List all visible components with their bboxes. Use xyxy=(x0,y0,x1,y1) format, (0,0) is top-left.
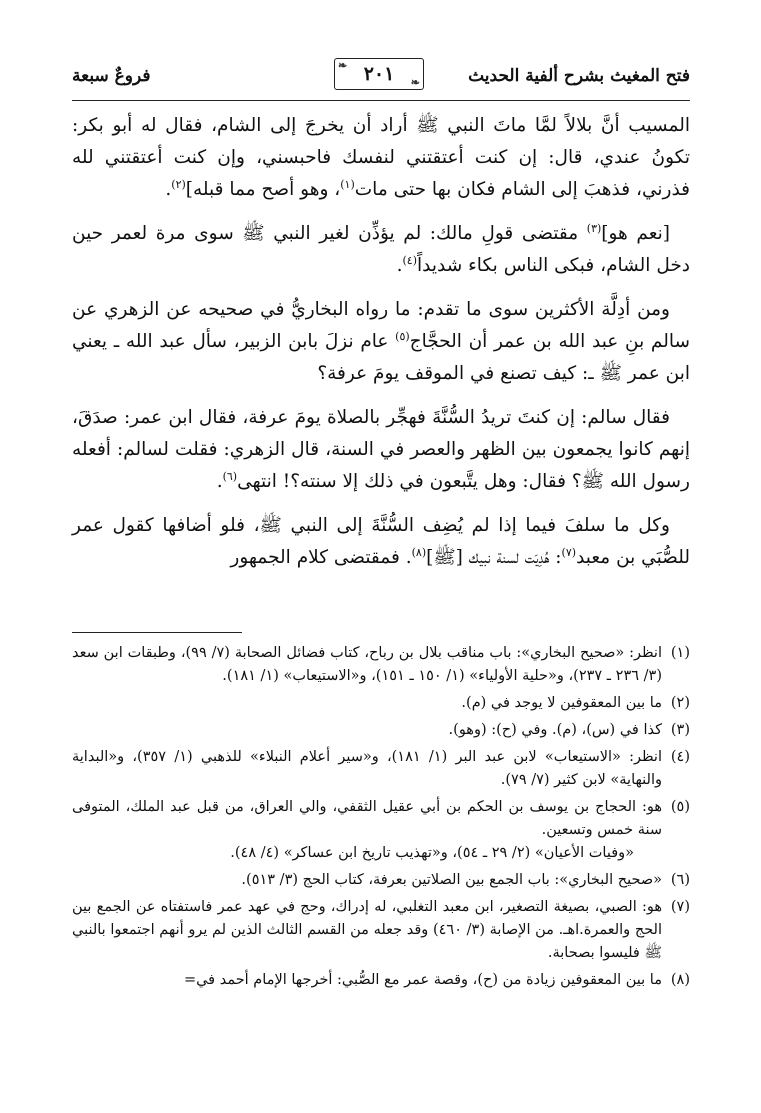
section-title: فروعٌ سبعة xyxy=(72,66,151,86)
ornament-icon: ❧ xyxy=(410,76,420,89)
footnote-text: ما بين المعقوفين لا يوجد في (م). xyxy=(461,695,662,711)
footnote-text: انظر: «الاستيعاب» لابن عبد البر (١/ ١٨١)، و«سير أعلام النبلاء» للذهبي (١/ ٣٥٧)، و«البداية والنهاية» لابن كثير (٧/ ٧٩). xyxy=(72,749,662,788)
footnote-number: (٦) xyxy=(670,872,690,888)
footnote-text: كذا في (س)، (م). وفي (ح): (وهو). xyxy=(448,722,662,738)
footnote-continuation: «وفيات الأعيان» (٢/ ٢٩ ـ ٥٤)، و«تهذيب تاريخ ابن عساكر» (٤/ ٤٨). xyxy=(230,845,634,861)
footnote-number: (٨) xyxy=(670,972,690,988)
footnote-number: (٣) xyxy=(670,722,690,738)
footnote xyxy=(72,969,690,992)
footnote xyxy=(72,896,690,965)
footnote xyxy=(72,692,690,715)
footnotes xyxy=(72,642,690,996)
footnote-number: (٤) xyxy=(670,749,690,765)
footnote xyxy=(72,642,690,688)
footnote xyxy=(72,796,690,865)
book-title: فتح المغيث بشرح ألفية الحديث xyxy=(468,66,690,86)
paragraph: فقال سالم: إن كنتَ تريدُ السُّنَّةَ فهجِّر بالصلاة يومَ عرفة، فقال ابن عمر: صدَقَ، إنهم كانوا يجمعون بين الظهر والعصر في السنة، قال الزهري: فقلت لسالم: أفعله رسول الله ﷺ؟ فقال: وهل يتَّبعون في ذلك إلا سنته؟! انتهى$^{(٦)}$. xyxy=(72,407,690,492)
header-divider xyxy=(72,100,690,101)
footnote-number: (١) xyxy=(670,645,690,661)
footnote-number: (٥) xyxy=(670,799,690,815)
paragraph: وكل ما سلفَ فيما إذا لم يُضِف السُّنَّةَ إلى النبي ﷺ، فلو أضافها كقول عمر للصُّبَي بن معبد$^{(٧)}$: هُدِيَت لسنة نبيك [ﷺ]$^{(٨)}$. فمقتضى كلام الجمهور xyxy=(72,515,690,568)
footnote-number: (٢) xyxy=(670,695,690,711)
footnote-text: انظر: «صحيح البخاري»: باب مناقب بلال بن رباح، كتاب فضائل الصحابة (٧/ ٩٩)، وطبقات ابن سعد (٣/ ٢٣٦ ـ ٢٣٧)، و«حلية الأولياء» (١/ ١٥٠ ـ ١٥١)، و«الاستيعاب» (١/ ١٨١). xyxy=(72,645,662,684)
footnote xyxy=(72,719,690,742)
footnote-text: هو: الحجاج بن يوسف بن الحكم بن أبي عقيل الثقفي، والي العراق، من قبل عبد الملك، المتوفى سنة خمس وتسعين. «وفيات الأعيان» (٢/ ٢٩ ـ ٥٤)، و«تهذيب تاريخ ابن عساكر» (٤/ ٤٨). xyxy=(72,796,662,865)
footnote-text: ما بين المعقوفين زيادة من (ح)، وقصة عمر مع الصُّبي: أخرجها الإمام أحمد في= xyxy=(183,972,662,988)
paragraph: المسيب أنَّ بلالاً لمَّا ماتَ النبي ﷺ أراد أن يخرجَ إلى الشام، فقال له أبو بكر: تكونُ عندي، قال: إن كنت أعتقتني لنفسك فاحبسني، وإن كنت أعتقتني لله فذرني، فذهبَ إلى الشام فكان بها حتى مات$^{(١)}$، وهو أصح مما قبله]$^{(٢)}$. xyxy=(72,115,690,200)
paragraph: [نعم هو]$^{(٣)}$ مقتضى قولِ مالك: لم يؤذِّن لغير النبي ﷺ سوى مرة لعمر حين دخل الشام، فبكى الناس بكاء شديداً$^{(٤)}$. xyxy=(72,221,690,276)
footnote xyxy=(72,746,690,792)
footnote-text: «صحيح البخاري»: باب الجمع بين الصلاتين بعرفة، كتاب الحج (٣/ ٥١٣). xyxy=(241,872,662,888)
footnote-divider xyxy=(72,632,242,633)
page-header xyxy=(72,58,690,98)
page-number: ٢٠١ xyxy=(363,63,395,85)
footnote xyxy=(72,869,690,892)
footnote-text: هو: الصبي، بصيغة التصغير، ابن معبد التغلبي، له إدراك، وحج في عهد عمر فاستفتاه عن الجمع بين الحج والعمرة.اهـ. من الإصابة (٣/ ٤٦٠) وقد جعله من القسم الثالث الذين لم يرو أنهم اجتمعوا بالنبي ﷺ فليسوا بصحابة. xyxy=(72,899,662,961)
ornament-icon: ❧ xyxy=(338,59,348,72)
main-text xyxy=(72,110,690,586)
footnote-number: (٧) xyxy=(670,899,690,915)
paragraph: ومن أدِلَّة الأكثرين سوى ما تقدم: ما رواه البخاريُّ في صحيحه عن الزهري عن سالم بنِ عبد الله بن عمر أن الحجَّاج$^{(٥)}$ عام نزلَ بابن الزبير، سأل عبد الله ـ يعني ابن عمر ﷺ ـ: كيف تصنع في الموقف يومَ عرفة؟ xyxy=(72,299,690,384)
page-number-box xyxy=(334,58,424,90)
